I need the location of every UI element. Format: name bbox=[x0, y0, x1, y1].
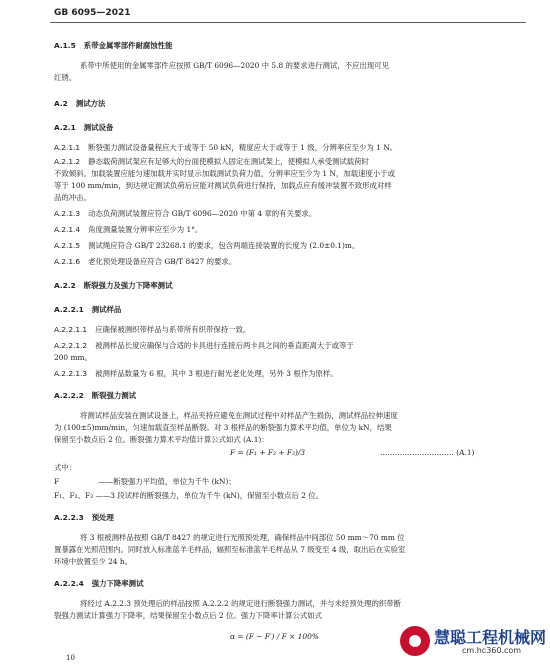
clause-heading: 断裂强力测试 bbox=[91, 391, 137, 400]
clause-number: A.2.2.1.2 bbox=[54, 341, 88, 350]
clause-text: 断裂强力测试设备量程应大于或等于 50 kN，精度应大于或等于 1 级，分辨率应至少为 1 N。 bbox=[88, 143, 398, 152]
watermark-logo-icon bbox=[400, 626, 430, 656]
watermark-name: 慧聪工程机械网 bbox=[434, 628, 547, 647]
text-line bbox=[54, 490, 323, 501]
formula-a1: F = (F₁ + F₂ + F₃)/3 bbox=[230, 448, 306, 457]
clause-number: A.2.1.2 bbox=[54, 157, 81, 166]
clause-number: A.2.2.1.1 bbox=[54, 325, 88, 334]
clause-line bbox=[54, 304, 121, 315]
text-line bbox=[80, 598, 401, 609]
clause-heading: 系带金属零部件耐腐蚀性能 bbox=[83, 41, 173, 50]
clause-text: 测试绳应符合 GB/T 23268.1 的要求，包含两端连接装置的长度为 (2.0±0.1)m。 bbox=[88, 241, 360, 250]
clause-number: A.2.1 bbox=[54, 123, 76, 132]
watermark bbox=[400, 624, 546, 660]
clause-text: 200 mm。 bbox=[54, 353, 92, 362]
clause-number: A.2.2.1.3 bbox=[54, 369, 88, 378]
text-line bbox=[54, 422, 392, 433]
clause-text: 角度测量装置分辨率应至少为 1°。 bbox=[88, 225, 203, 234]
clause-text: 被测样品数量为 6 根，其中 3 根进行耐光老化处理，另外 3 根作为原样。 bbox=[95, 369, 338, 378]
clause-text: 将测试样品安装在测试设备上，样品夹持应避免在测试过程中对样品产生损伤，测试样品拉伸速度 bbox=[80, 411, 398, 420]
clause-heading: 强力下降率测试 bbox=[91, 579, 144, 588]
clause-line bbox=[54, 256, 236, 267]
clause-text: 静态载荷测试架应有足够大的台面使模拟人固定在测试架上，使模拟人承受测试载荷时 bbox=[88, 157, 369, 166]
clause-text: 将 3 根被测样品按照 GB/T 8427 的规定进行光照预处理，确保样品中间部位 50 mm～70 mm 位 bbox=[80, 533, 405, 542]
clause-line bbox=[54, 208, 316, 219]
text-line bbox=[54, 462, 76, 473]
clause-text: 应确保被测织带样品与系带所有织带保持一致。 bbox=[95, 325, 251, 334]
clause-text: 为 (100±5)mm/min，匀速加载直至样品断裂。对 3 根样品的断裂强力算术平均值，单位为 kN，结果 bbox=[54, 423, 392, 432]
clause-text: 被测样品长度应确保与合适的卡具进行连接后两卡具之间的垂直距离大于或等于 bbox=[95, 341, 354, 350]
clause-line bbox=[54, 40, 172, 51]
text-line bbox=[54, 476, 236, 487]
clause-heading: 测试设备 bbox=[83, 123, 114, 132]
clause-line bbox=[54, 368, 338, 379]
clause-text: 系带中所使用的金属零部件应按照 GB/T 6096—2020 中 5.8 的要求进行测试，不应出现可见 bbox=[80, 61, 389, 70]
text-line bbox=[80, 410, 398, 421]
clause-text: 老化预处理设备应符合 GB/T 8427 的要求。 bbox=[88, 257, 237, 266]
clause-line bbox=[54, 98, 105, 109]
formula-a2: α = (F − F′) / F × 100% bbox=[230, 632, 319, 641]
clause-line bbox=[54, 156, 369, 167]
text-line bbox=[80, 60, 389, 71]
clause-line bbox=[54, 512, 114, 523]
text-line bbox=[54, 72, 76, 83]
clause-text: 裂强力测试计算强力下降率，结果保留至小数点后 2 位。强力下降率计算公式如式 bbox=[54, 611, 323, 620]
clause-number: A.2.2 bbox=[54, 281, 76, 290]
clause-line bbox=[54, 280, 172, 291]
clause-text: F₁、F₂、F₃ ——3 段试样的断裂强力，单位为千牛 (kN)，保留至小数点后 2 位。 bbox=[54, 491, 324, 500]
page-number: 10 bbox=[66, 654, 75, 662]
clause-heading: 测试样品 bbox=[91, 305, 122, 314]
text-line bbox=[54, 434, 269, 445]
header-rule bbox=[50, 22, 526, 23]
clause-heading: 测试方法 bbox=[75, 99, 106, 108]
clause-text: 等于 100 mm/min，到达规定测试负荷后应能对测试负荷进行保持，加载点应有缓冲装置不致形成对样 bbox=[54, 181, 392, 190]
text-line bbox=[54, 544, 405, 555]
clause-line bbox=[54, 122, 113, 133]
clause-text: 式中： bbox=[54, 463, 77, 472]
clause-line bbox=[54, 390, 136, 401]
clause-line bbox=[54, 142, 397, 153]
clause-text: 红锈。 bbox=[54, 73, 77, 82]
clause-number: A.2.2.2 bbox=[54, 391, 84, 400]
formula-a1-number: ………………………… (A.1) bbox=[380, 448, 475, 457]
clause-heading: 预处理 bbox=[91, 513, 114, 522]
clause-number: A.2.1.5 bbox=[54, 241, 81, 250]
clause-heading: 断裂强力及强力下降率测试 bbox=[83, 281, 173, 290]
clause-text: 环境中放置至少 24 h。 bbox=[54, 557, 132, 566]
standard-header: GB 6095—2021 bbox=[54, 8, 131, 18]
clause-line bbox=[54, 240, 359, 251]
clause-line bbox=[54, 224, 202, 235]
text-line bbox=[54, 352, 92, 363]
clause-text: F ——断裂强力平均值，单位为千牛 (kN)； bbox=[54, 477, 236, 486]
clause-line bbox=[54, 340, 354, 351]
watermark-url: cm.hc360.com bbox=[462, 646, 522, 655]
clause-text: 保留至小数点后 2 位。断裂强力算术平均值计算公式如式 (A.1)： bbox=[54, 435, 269, 444]
text-line bbox=[54, 610, 322, 621]
clause-number: A.2.2.1 bbox=[54, 305, 84, 314]
clause-line bbox=[54, 578, 143, 589]
clause-number: A.2 bbox=[54, 99, 68, 108]
text-line bbox=[54, 556, 132, 567]
clause-text: 置暴露在光照范围内。同时放入标准蓝羊毛样品，辐照至标准蓝羊毛样品从 7 级变至 4 级，取出后在实验室 bbox=[54, 545, 406, 554]
clause-number: A.2.2.4 bbox=[54, 579, 84, 588]
clause-number: A.1.5 bbox=[54, 41, 76, 50]
clause-number: A.2.2.3 bbox=[54, 513, 84, 522]
text-line bbox=[54, 168, 395, 179]
clause-number: A.2.1.6 bbox=[54, 257, 81, 266]
text-line bbox=[80, 532, 405, 543]
clause-text: 动态负荷测试装置应符合 GB/T 6096—2020 中第 4 章的有关要求。 bbox=[88, 209, 317, 218]
clause-number: A.2.1.3 bbox=[54, 209, 81, 218]
clause-text: 品的冲击。 bbox=[54, 193, 91, 202]
text-line bbox=[54, 192, 91, 203]
clause-text: 不致倾斜。加载装置应能匀速加载并实时显示加载测试负荷力值，分辨率应至少为 1 N，加载速度小于或 bbox=[54, 169, 396, 178]
clause-text: 将经过 A.2.2.3 预处理后的样品按照 A.2.2.2 的规定进行断裂强力测试，并与未经预处理的织带断 bbox=[80, 599, 402, 608]
clause-number: A.2.1.1 bbox=[54, 143, 81, 152]
text-line bbox=[54, 180, 392, 191]
clause-line bbox=[54, 324, 250, 335]
clause-number: A.2.1.4 bbox=[54, 225, 81, 234]
